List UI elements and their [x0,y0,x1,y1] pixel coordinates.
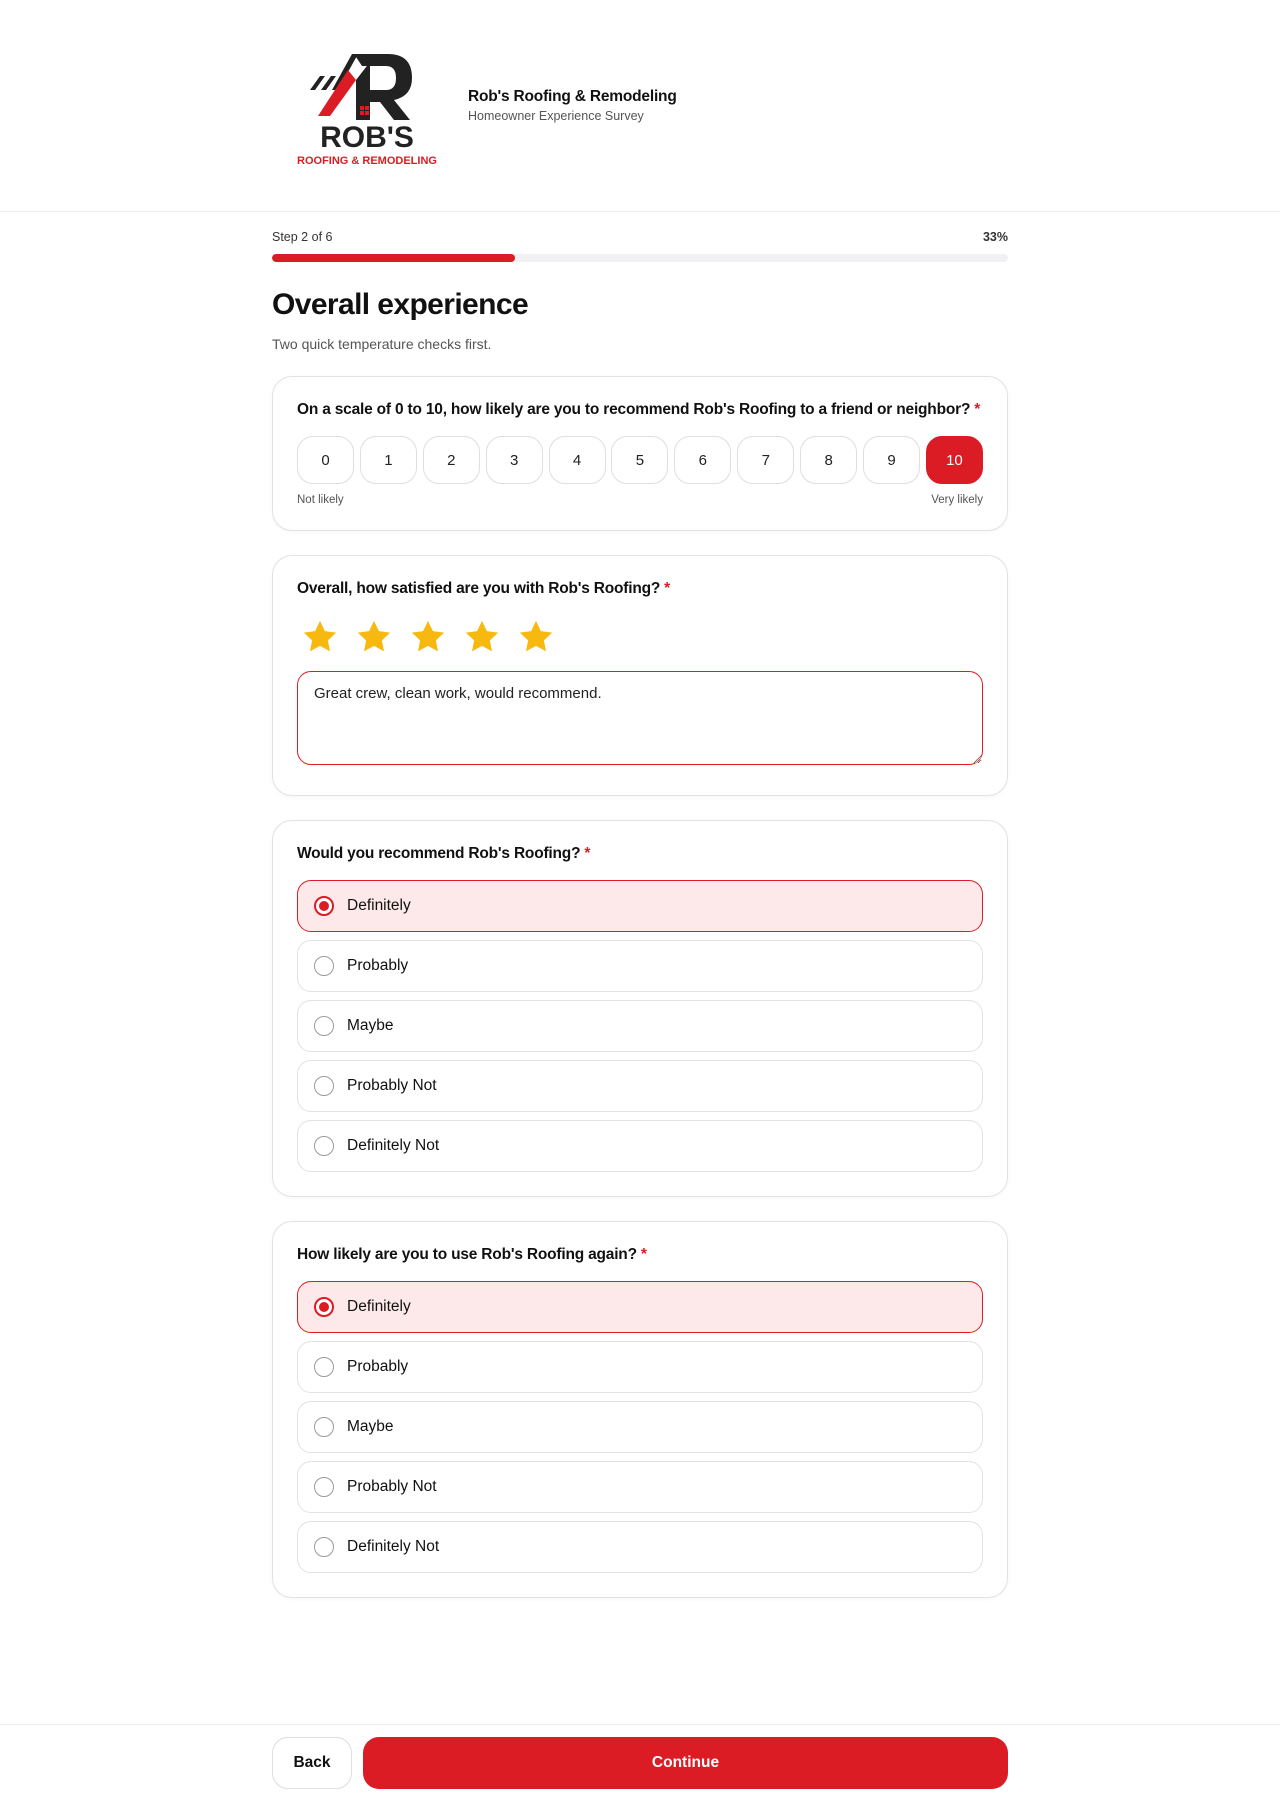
radio-option-maybe[interactable] [297,1401,983,1453]
nps-option-9[interactable]: 9 [863,436,920,484]
progress-bar [272,254,1008,262]
page-subtitle: Two quick temperature checks first. [272,336,492,352]
progress-header [272,230,1008,244]
question-card-recommend [272,820,1008,1197]
nps-option-5[interactable]: 5 [611,436,668,484]
radio-unchecked-icon[interactable] [314,1417,334,1437]
radio-option-probably[interactable] [297,1341,983,1393]
radio-option-probably[interactable] [297,940,983,992]
radio-option-label: Probably [347,957,409,974]
radio-unchecked-icon[interactable] [314,956,334,976]
progress-bar-fill [272,254,515,262]
star-icon[interactable] [301,618,339,661]
question-label: Would you recommend Rob's Roofing? * [297,845,591,862]
radio-option-definitely[interactable] [297,880,983,932]
radio-option-label: Definitely [347,1298,411,1315]
nps-option-3[interactable]: 3 [486,436,543,484]
nps-option-0[interactable]: 0 [297,436,354,484]
required-mark: * [664,580,670,597]
nps-scale [297,436,983,484]
brand-block [468,88,677,123]
radio-option-label: Definitely Not [347,1538,440,1555]
required-mark: * [640,1246,647,1263]
brand-name: Rob's Roofing & Remodeling [468,88,677,105]
radio-option-definitely[interactable] [297,1281,983,1333]
radio-option-definitely-not[interactable] [297,1521,983,1573]
radio-option-probably-not[interactable] [297,1461,983,1513]
nps-low-label: Not likely [297,494,344,506]
star-rating [301,618,983,661]
footer-bar [0,1724,1280,1800]
star-icon[interactable] [409,618,447,661]
star-icon[interactable] [463,618,501,661]
brand-subtitle: Homeowner Experience Survey [468,109,644,123]
continue-button[interactable]: Continue [363,1737,1008,1789]
radio-option-label: Maybe [347,1017,394,1034]
required-mark: * [584,845,591,862]
required-mark: * [974,401,981,418]
radio-unchecked-icon[interactable] [314,1477,334,1497]
survey-main [272,212,1008,1598]
nps-option-2[interactable]: 2 [423,436,480,484]
step-label: Step 2 of 6 [272,230,333,244]
radio-unchecked-icon[interactable] [314,1076,334,1096]
progress-percent: 33% [982,230,1008,244]
nps-option-7[interactable]: 7 [737,436,794,484]
logo-tagline: ROOFING & REMODELING [297,155,437,164]
logo-wordmark: ROB'S [320,121,414,154]
radio-option-label: Definitely Not [347,1137,440,1154]
comment-field[interactable] [297,671,983,765]
question-card-satisfaction [272,555,1008,796]
back-button[interactable]: Back [272,1737,352,1789]
radio-group-recommend [297,880,983,1172]
radio-option-label: Maybe [347,1418,394,1435]
nps-option-10[interactable]: 10 [926,436,983,484]
radio-option-label: Probably Not [347,1077,437,1094]
radio-option-probably-not[interactable] [297,1060,983,1112]
radio-option-definitely-not[interactable] [297,1120,983,1172]
question-label: How likely are you to use Rob's Roofing again? * [297,1246,647,1263]
radio-option-label: Definitely [347,897,411,914]
question-card-reuse [272,1221,1008,1598]
question-label: Overall, how satisfied are you with Rob's Roofing? * [297,580,670,597]
radio-unchecked-icon[interactable] [314,1136,334,1156]
nps-option-6[interactable]: 6 [674,436,731,484]
question-label: On a scale of 0 to 10, how likely are you to recommend Rob's Roofing to a friend or neighbor? * [297,401,981,418]
nps-high-label: Very likely [931,494,983,506]
nps-option-8[interactable]: 8 [800,436,857,484]
nps-option-4[interactable]: 4 [549,436,606,484]
radio-checked-icon[interactable] [314,896,334,916]
site-header [0,0,1280,212]
radio-option-maybe[interactable] [297,1000,983,1052]
radio-checked-icon[interactable] [314,1297,334,1317]
radio-unchecked-icon[interactable] [314,1357,334,1377]
brand-logo [296,48,438,164]
radio-group-reuse [297,1281,983,1573]
radio-option-label: Probably [347,1358,409,1375]
radio-unchecked-icon[interactable] [314,1537,334,1557]
question-card-nps [272,376,1008,531]
nps-scale-labels [297,494,983,506]
star-icon[interactable] [517,618,555,661]
radio-option-label: Probably Not [347,1478,437,1495]
nps-option-1[interactable]: 1 [360,436,417,484]
radio-unchecked-icon[interactable] [314,1016,334,1036]
star-icon[interactable] [355,618,393,661]
page-title: Overall experience [272,288,529,321]
